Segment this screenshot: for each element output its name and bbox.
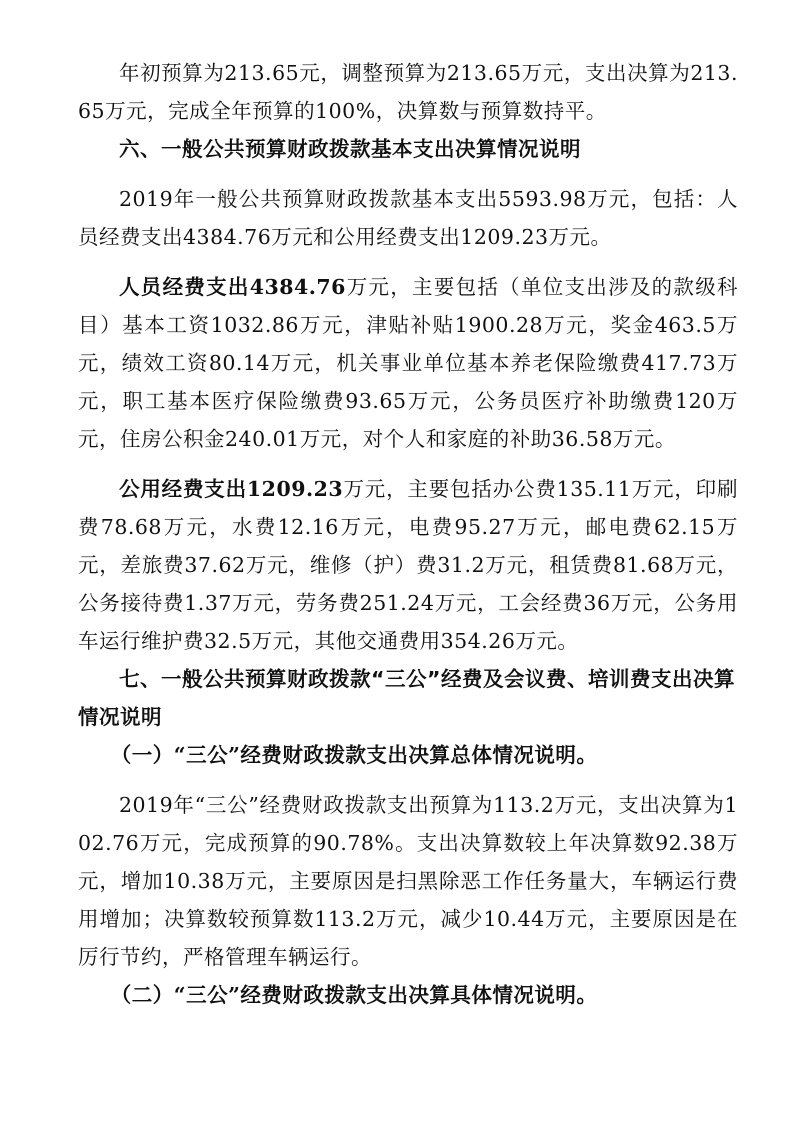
public-expenditure-detail: 万元，主要包括办公费135.11万元，印刷费78.68万元，水费12.16万元，电费95.27万元，邮电费62.15万元，差旅费37.62万元，维修（护）费31.2万元，租赁费81.68万元，公务接待费1.37万元，劳务费251.24万元，工会经费36万元，公务用车运行维护费32.5万元，其他交通费用354.26万元。 [78,477,738,653]
section-heading-7: 七、一般公共预算财政拨款“三公”经费及会议费、培训费支出决算情况说明 [78,667,735,729]
personnel-expenditure-lead: 人员经费支出4384.76 [119,275,346,299]
paragraph-budget-summary: 年初预算为213.65元，调整预算为213.65万元，支出决算为213.65万元，完成全年预算的100%，决算数与预算数持平。 [78,61,738,123]
paragraph-three-public-overview: 2019年“三公”经费财政拨款支出预算为113.2万元，支出决算为102.76万元，完成预算的90.78%。支出决算数较上年决算数92.38万元，增加10.38万元，主要原因是扫黑除恶工作任务量大，车辆运行费用增加；决算数较预算数113.2万元，减少10.44万元，主要原因是在厉行节约，严格管理车辆运行。 [78,793,738,969]
subsection-heading-1: （一）“三公”经费财政拨款支出决算总体情况说明。 [110,743,598,767]
paragraph-basic-expenditure: 2019年一般公共预算财政拨款基本支出5593.98万元，包括：人员经费支出4384.76万元和公用经费支出1209.23万元。 [78,187,738,249]
section-heading-6: 六、一般公共预算财政拨款基本支出决算情况说明 [119,137,581,161]
paragraph-public-expenditure [78,470,738,660]
public-expenditure-lead: 公用经费支出1209.23 [119,477,344,501]
subsection-heading-2: （二）“三公”经费财政拨款支出决算具体情况说明。 [110,983,598,1007]
paragraph-personnel-expenditure [78,268,738,458]
personnel-expenditure-detail: 万元，主要包括（单位支出涉及的款级科目）基本工资1032.86万元，津贴补贴1900.28万元，奖金463.5万元，绩效工资80.14万元，机关事业单位基本养老保险缴费417.73万元，职工基本医疗保险缴费93.65万元，公务员医疗补助缴费120万元，住房公积金240.01万元，对个人和家庭的补助36.58万元。 [78,275,738,451]
document-body [78,54,738,1014]
